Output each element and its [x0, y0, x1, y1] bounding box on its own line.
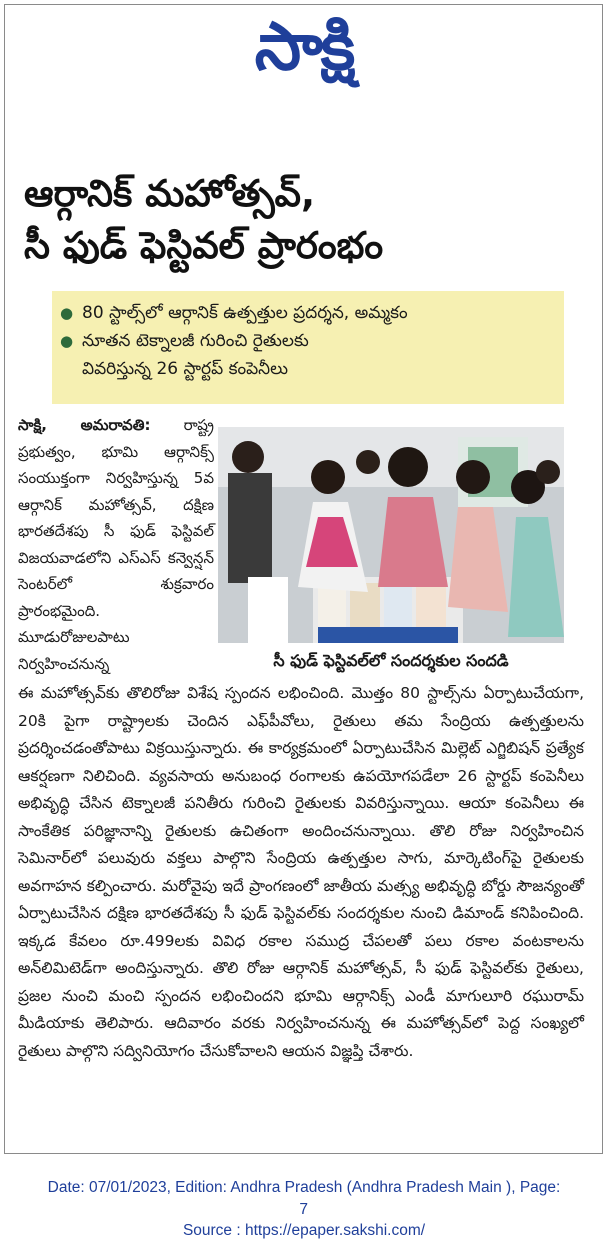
highlight-item-continued: వివరిస్తున్న 26 స్టార్టప్‌ కంపెనీలు	[82, 359, 289, 379]
headline-line-1: ఆర్గానిక్‌ మహోత్సవ్,	[24, 172, 316, 215]
footer-page-number: 7	[299, 1201, 308, 1218]
footer-source: Source : https://epaper.sakshi.com/	[182, 1222, 426, 1239]
highlights-box	[52, 291, 564, 404]
footer-date-line: Date: 07/01/2023, Edition: Andhra Pradesh (Andhra Pradesh Main ), Page:	[47, 1179, 561, 1196]
intro-text: రాష్ట్ర ప్రభుత్వం, భూమి ఆర్గానిక్స్‌ సంయుక్తంగా నిర్వహిస్తున్న 5వ ఆర్గానిక్‌ మహోత్సవ్, దక్షిణ భారతదేశపు సీ ఫుడ్‌ ఫెస్టివల్‌ విజయవాడలోని ఎస్‌ఎస్‌ కన్వెన్షన్‌ సెంటర్‌లో శుక్రవారం ప్రారంభమైంది. మూడురోజులపాటు నిర్వహించనున్న	[18, 416, 214, 673]
article-photo	[218, 427, 564, 643]
highlight-item: ● నూతన టెక్నాలజీ గురించి రైతులకు	[60, 327, 554, 355]
crowd-photo-illustration	[218, 427, 564, 643]
article-body: ఈ మహోత్సవ్‌కు తొలిరోజు విశేష స్పందన లభించింది. మొత్తం 80 స్టాల్స్‌ను ఏర్పాటుచేయగా, 20కి పైగా రాష్ట్రాలకు చెందిన ఎఫ్‌పీవోలు, రైతులు తమ సేంద్రియ ఉత్పత్తులను ప్రదర్శించడంతోపాటు విక్రయిస్తున్నారు. ఈ కార్యక్రమంలో ఏర్పాటుచేసిన మిల్లెట్‌ ఎగ్జిబిషన్‌ ప్రత్యేక ఆకర్షణగా నిలిచింది. వ్యవసాయ అనుబంధ రంగాలకు ఉపయోగపడేలా 26 స్టార్టప్‌ కంపెనీలు అభివృద్ధి చేసిన టెక్నాలజీ పనితీరు గురించి రైతులకు వివరిస్తున్నాయి. ఆయా కంపెనీలు ఈ సాంకేతిక పరిజ్ఞానాన్ని రైతులకు ఉచితంగా అందించనున్నాయి. తొలి రోజు నిర్వహించిన సెమినార్‌లో పలువురు వక్తలు పాల్గొని సేంద్రియ ఉత్పత్తుల సాగు, మార్కెటింగ్‌పై రైతులకు అవగాహన కల్పించారు. మరోవైపు ఇదే ప్రాంగణంలో జాతీయ మత్స్య అభివృద్ధి బోర్డు సౌజన్యంతో ఏర్పాటుచేసిన దక్షిణ భారతదేశపు సీ ఫుడ్‌ ఫెస్టివల్‌కు సందర్శకుల నుంచి డిమాండ్‌ కనిపించింది. ఇక్కడ కేవలం రూ.499లకు వివిధ రకాల సముద్ర చేపలతో పలు రకాల వంటకాలను అన్‌లిమిటెడ్‌గా అందిస్తున్నారు. తొలి రోజు ఆర్గానిక్‌ మహోత్సవ్, సీ ఫుడ్‌ ఫెస్టివల్‌కు రైతులు, ప్రజల నుంచి మంచి స్పందన లభించిందని భూమి ఆర్గానిక్స్‌ ఎండీ మాగులూరి రఘురామ్‌ మీడియాకు తెలిపారు. ఆదివారం వరకు నిర్వహించనున్న ఈ మహోత్సవ్‌లో పెద్ద సంఖ్యలో రైతులు పాల్గొని సద్వినియోగం చేసుకోవాలని ఆయన విజ్ఞప్తి చేశారు.	[18, 684, 584, 1060]
headline-line-2: సీ ఫుడ్‌ ఫెస్టివల్‌ ప్రారంభం	[24, 224, 384, 267]
dateline: సాక్షి, అమరావతి:	[18, 416, 151, 434]
article-intro	[18, 412, 214, 677]
photo-caption: సీ ఫుడ్‌ ఫెస్టివల్‌లో సందర్శకుల సందడి	[273, 651, 509, 670]
highlight-item: ● 80 స్టాల్స్‌లో ఆర్గానిక్‌ ఉత్పత్తుల ప్రదర్శన, అమ్మకం	[60, 299, 554, 327]
newspaper-logo	[0, 8, 608, 85]
logo-text: సాక్షి	[254, 8, 354, 85]
headline	[24, 168, 584, 272]
